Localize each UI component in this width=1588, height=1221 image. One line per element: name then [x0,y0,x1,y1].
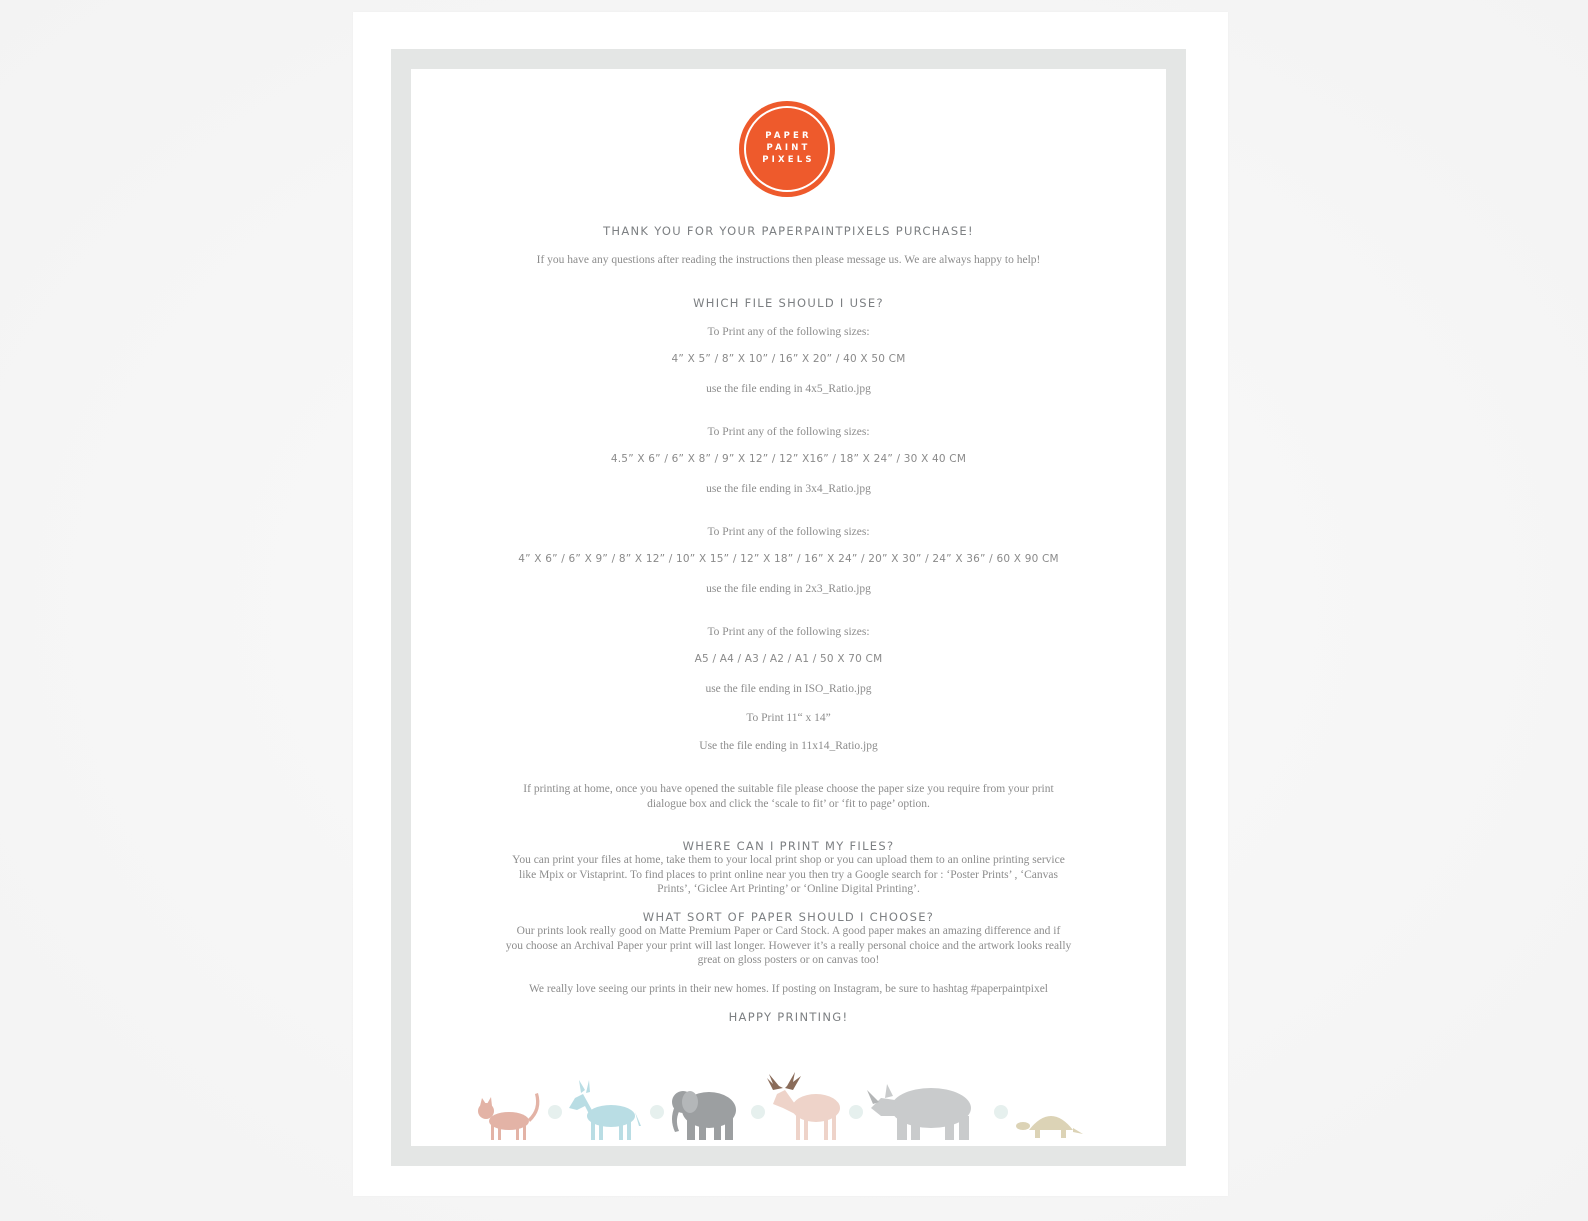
size-group-label: To Print any of the following sizes: [707,626,870,638]
extra-file-ending: Use the file ending in 11x14_Ratio.jpg [699,740,878,752]
size-list: 4” X 6” / 6” X 9” / 8” X 12” / 10” X 15” / 12” X 18” / 16” X 24” / 20” X 30” / 24” X 36” / 60 X 90 CM [518,553,1059,565]
moose-icon [767,1072,840,1140]
size-group-label: To Print any of the following sizes: [707,326,870,338]
note-line: If printing at home, once you have opened the suitable file please choose the paper size you require from your print [523,783,1054,795]
where-heading: WHERE CAN I PRINT MY FILES? [682,839,895,853]
where-line: You can print your files at home, take them to your local print shop or you can upload them to an online printing service [512,854,1065,866]
where-line: Prints’, ‘Giclee Art Printing’ or ‘Online Digital Printing’. [657,883,920,895]
file-ending: use the file ending in 3x4_Ratio.jpg [706,483,871,495]
logo-line: PAPER [765,131,812,141]
brand-logo [739,101,835,197]
extra-size-label: To Print 11“ x 14” [746,712,831,724]
size-list: 4.5” X 6” / 6” X 8” / 9” X 12” / 12” X16” / 18” X 24” / 30 X 40 CM [610,453,967,465]
file-ending: use the file ending in ISO_Ratio.jpg [705,683,872,695]
animal-parade [411,1064,1166,1146]
elephant-icon [672,1091,736,1140]
closing-heading: HAPPY PRINTING! [728,1010,849,1024]
paper-line: great on gloss posters or on canvas too! [697,954,880,966]
intro-text: If you have any questions after reading the instructions then please message us. We are always happy to help! [536,254,1041,266]
instruction-card [411,69,1166,1146]
dot-icon [548,1105,562,1119]
dot-icon [650,1105,664,1119]
paper-line: Our prints look really good on Matte Premium Paper or Card Stock. A good paper makes an amazing difference and if [516,925,1061,937]
logo-line: PAINT [766,143,811,153]
logo-line: PIXELS [762,155,815,165]
dot-icon [849,1105,863,1119]
dot-icon [994,1105,1008,1119]
where-text [411,853,1166,897]
instagram-note: We really love seeing our prints in their new homes. If posting on Instagram, be sure to hashtag #paperpaintpixel [529,983,1048,995]
paper-heading: WHAT SORT OF PAPER SHOULD I CHOOSE? [642,910,935,924]
cat-icon [478,1093,539,1140]
rhino-icon [867,1084,971,1140]
donkey-icon [569,1080,641,1140]
home-print-note [411,782,1166,811]
size-list: 4” X 5” / 8” X 10” / 16” X 20” / 40 X 50 CM [671,353,906,365]
which-file-heading: WHICH FILE SHOULD I USE? [693,296,884,310]
size-group-label: To Print any of the following sizes: [707,426,870,438]
file-ending: use the file ending in 4x5_Ratio.jpg [706,383,871,395]
logo-text [739,130,835,166]
paper-text [411,924,1166,968]
size-list: A5 / A4 / A3 / A2 / A1 / 50 X 70 CM [694,653,883,665]
file-ending: use the file ending in 2x3_Ratio.jpg [706,583,871,595]
tortoise-icon [1016,1116,1083,1138]
page-title: THANK YOU FOR YOUR PAPERPAINTPIXELS PURCHASE! [603,224,974,238]
size-group-label: To Print any of the following sizes: [707,526,870,538]
paper-line: you choose an Archival Paper your print will last longer. However it’s a really personal choice and the artwork looks really [505,939,1072,952]
note-line: dialogue box and click the ‘scale to fit’ or ‘fit to page’ option. [647,797,930,810]
dot-icon [751,1105,765,1119]
where-line: like Mpix or Vistaprint. To find places to print online near you then try a Google search for : ‘Poster Prints’ , ‘Canvas [519,868,1058,881]
